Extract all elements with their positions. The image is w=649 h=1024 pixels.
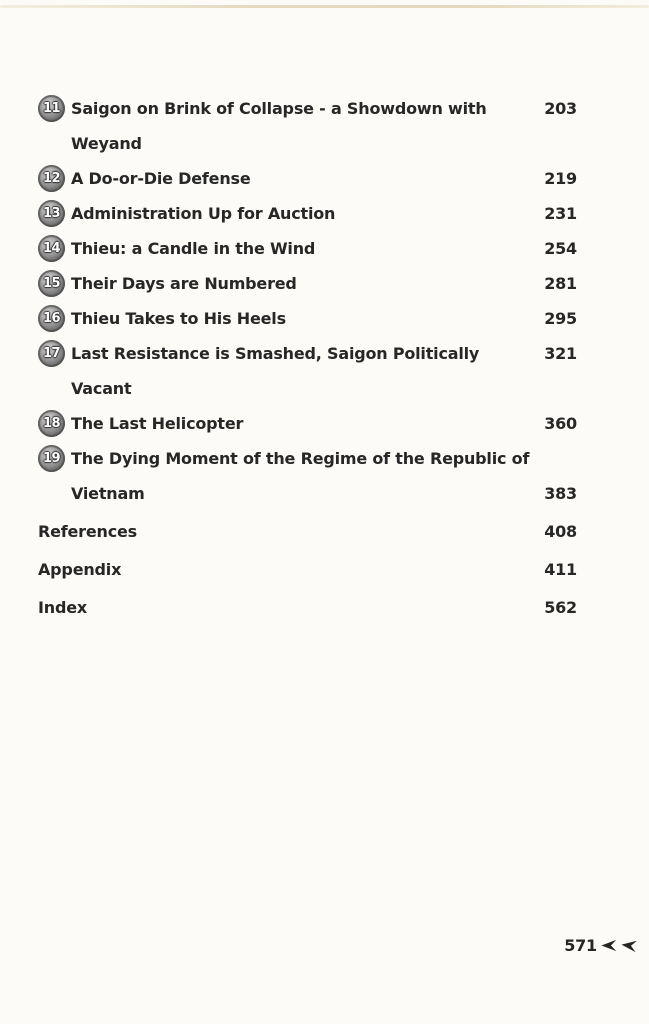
chapter-title-line: Weyand (71, 134, 142, 153)
page-number: 411 (544, 560, 577, 579)
toc-entry (38, 203, 577, 238)
folio-number: 571 (564, 936, 597, 955)
table-of-contents (38, 98, 577, 632)
chapter-title-line: Thieu Takes to His Heels (71, 309, 286, 328)
page-number: 281 (544, 274, 577, 293)
toc-entry (38, 559, 577, 594)
chapter-number-badge: 11 (38, 95, 65, 122)
page-number: 254 (544, 239, 577, 258)
chapter-number-badge: 19 (38, 445, 65, 472)
page-number: 203 (544, 99, 577, 118)
page-folio (564, 936, 637, 955)
chapter-number-badge: 13 (38, 200, 65, 227)
chapter-title-line: The Last Helicopter (71, 414, 244, 433)
page-number: 408 (544, 522, 577, 541)
chapter-title-line: Saigon on Brink of Collapse - a Showdown with (71, 99, 487, 118)
toc-entry (38, 521, 577, 556)
toc-entry (38, 98, 577, 133)
toc-entry-continuation (38, 483, 577, 518)
back-matter-title: Index (38, 598, 87, 617)
chapter-number-badge: 15 (38, 270, 65, 297)
toc-entry (38, 168, 577, 203)
chapter-title-line: Their Days are Numbered (71, 274, 297, 293)
toc-entry (38, 413, 577, 448)
chapter-number-badge: 12 (38, 165, 65, 192)
chapter-title-line: Vietnam (71, 484, 145, 503)
toc-entry (38, 238, 577, 273)
left-arrowhead-icon (600, 938, 617, 953)
toc-entry (38, 343, 577, 378)
toc-entry (38, 448, 577, 483)
chapter-number-badge: 18 (38, 410, 65, 437)
chapter-title-line: Thieu: a Candle in the Wind (71, 239, 316, 258)
toc-entry-continuation (38, 378, 577, 413)
chapter-number-badge: 14 (38, 235, 65, 262)
toc-entry (38, 308, 577, 343)
page-edge-line (0, 5, 649, 8)
page-number: 562 (544, 598, 577, 617)
page-number: 321 (544, 344, 577, 363)
left-arrowhead-icon (619, 937, 638, 954)
chapter-title-line: The Dying Moment of the Regime of the Republic of (71, 449, 530, 468)
chapter-title-line: Last Resistance is Smashed, Saigon Politically (71, 344, 480, 363)
page-number: 360 (544, 414, 577, 433)
page-number: 295 (544, 309, 577, 328)
toc-entry-continuation (38, 133, 577, 168)
back-matter-section (38, 521, 577, 632)
toc-entry (38, 273, 577, 308)
page-number: 383 (544, 484, 577, 503)
chapter-title-line: Vacant (71, 379, 132, 398)
chapter-title-line: A Do-or-Die Defense (71, 169, 251, 188)
chapter-title-line: Administration Up for Auction (71, 204, 336, 223)
back-matter-title: Appendix (38, 560, 122, 579)
chapter-number-badge: 17 (38, 340, 65, 367)
toc-entry (38, 597, 577, 632)
page-number: 219 (544, 169, 577, 188)
back-matter-title: References (38, 522, 137, 541)
chapter-number-badge: 16 (38, 305, 65, 332)
page-number: 231 (544, 204, 577, 223)
